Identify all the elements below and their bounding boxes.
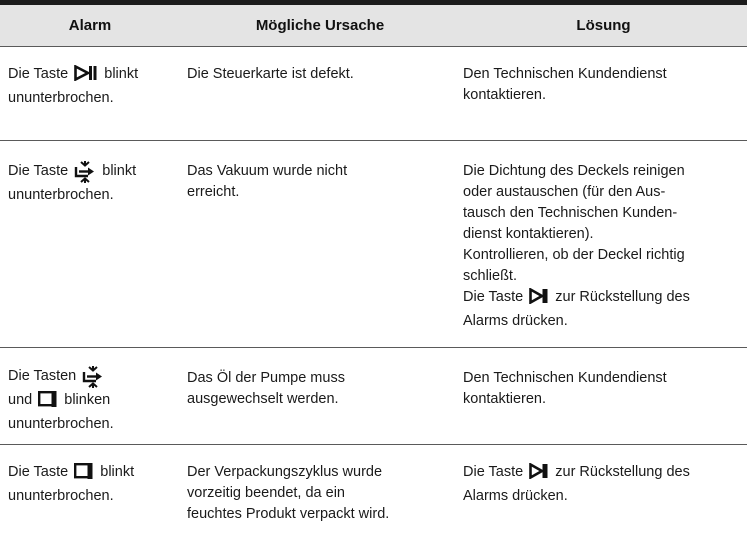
play-stop-icon — [529, 463, 549, 486]
alarm-text-pre: Die Taste — [8, 163, 69, 179]
alarm-text-mid-pre: und — [8, 392, 33, 408]
solution-cell — [463, 368, 745, 410]
solution-cell — [463, 64, 745, 106]
cause-cell — [187, 161, 457, 203]
solution-line: oder austauschen (für den Aus- — [463, 184, 666, 200]
table-row — [0, 348, 747, 445]
solution-reset-post: zur Rückstellung des — [555, 289, 690, 305]
solution-reset-line2: Alarms drücken. — [463, 488, 568, 504]
solution-line: dienst kontaktieren). — [463, 226, 594, 242]
table-row — [0, 47, 747, 141]
cause-cell — [187, 368, 457, 410]
alarm-text-post: blinkt — [100, 464, 135, 480]
alarm-text-post: blinkt — [104, 66, 139, 82]
solution-reset-pre: Die Taste — [463, 289, 524, 305]
solution-cell — [463, 161, 745, 332]
table-row — [0, 445, 747, 537]
cause-cell — [187, 462, 457, 525]
alarm-cell — [8, 161, 168, 206]
alarm-text-mid-post: blinken — [64, 392, 111, 408]
alarm-cell — [8, 462, 168, 507]
cause-line: Das Vakuum wurde nicht — [187, 163, 348, 179]
cause-line: erreicht. — [187, 184, 240, 200]
cause-line: Die Steuerkarte ist defekt. — [187, 66, 354, 82]
header-cause: Mögliche Ursache — [255, 17, 385, 34]
cause-line: Das Öl der Pumpe muss — [187, 370, 345, 386]
header-alarm: Alarm — [68, 17, 112, 34]
seal-bar-icon — [38, 391, 58, 414]
play-stop-icon — [529, 288, 549, 311]
cause-line: Der Verpackungszyklus wurde — [187, 464, 383, 480]
solution-line: kontaktieren. — [463, 87, 547, 103]
vacuum-arrow-icon — [74, 161, 96, 185]
solution-line: tausch den Technischen Kunden- — [463, 205, 678, 221]
solution-line: kontaktieren. — [463, 391, 547, 407]
solution-line: Den Technischen Kundendienst — [463, 370, 667, 386]
solution-line: Die Dichtung des Deckels reinigen — [463, 163, 685, 179]
solution-reset-line2: Alarms drücken. — [463, 313, 568, 329]
cause-cell — [187, 64, 457, 85]
alarm-text-line2: ununterbrochen. — [8, 488, 114, 504]
alarm-text-post: blinkt — [102, 163, 137, 179]
alarm-text-line2: ununterbrochen. — [8, 187, 114, 203]
table-row — [0, 141, 747, 348]
seal-bar-icon — [74, 463, 94, 486]
play-pause-icon — [74, 65, 98, 88]
alarm-cell — [8, 64, 168, 109]
table-header — [0, 5, 747, 47]
solution-line: Kontrollieren, ob der Deckel richtig — [463, 247, 685, 263]
solution-line: Den Technischen Kundendienst — [463, 66, 667, 82]
solution-line: schließt. — [463, 268, 517, 284]
solution-reset-post: zur Rückstellung des — [555, 464, 690, 480]
header-solution: Lösung — [576, 17, 631, 34]
alarm-cell — [8, 366, 168, 435]
alarm-text-line2: ununterbrochen. — [8, 90, 114, 106]
vacuum-arrow-icon — [82, 366, 104, 390]
alarm-text-pre: Die Tasten — [8, 368, 77, 384]
solution-cell — [463, 462, 745, 507]
solution-reset-pre: Die Taste — [463, 464, 524, 480]
alarm-text-line3: ununterbrochen. — [8, 416, 114, 432]
alarm-text-pre: Die Taste — [8, 66, 69, 82]
cause-line: ausgewechselt werden. — [187, 391, 339, 407]
alarm-text-pre: Die Taste — [8, 464, 69, 480]
cause-line: feuchtes Produkt verpackt wird. — [187, 506, 390, 522]
cause-line: vorzeitig beendet, da ein — [187, 485, 345, 501]
